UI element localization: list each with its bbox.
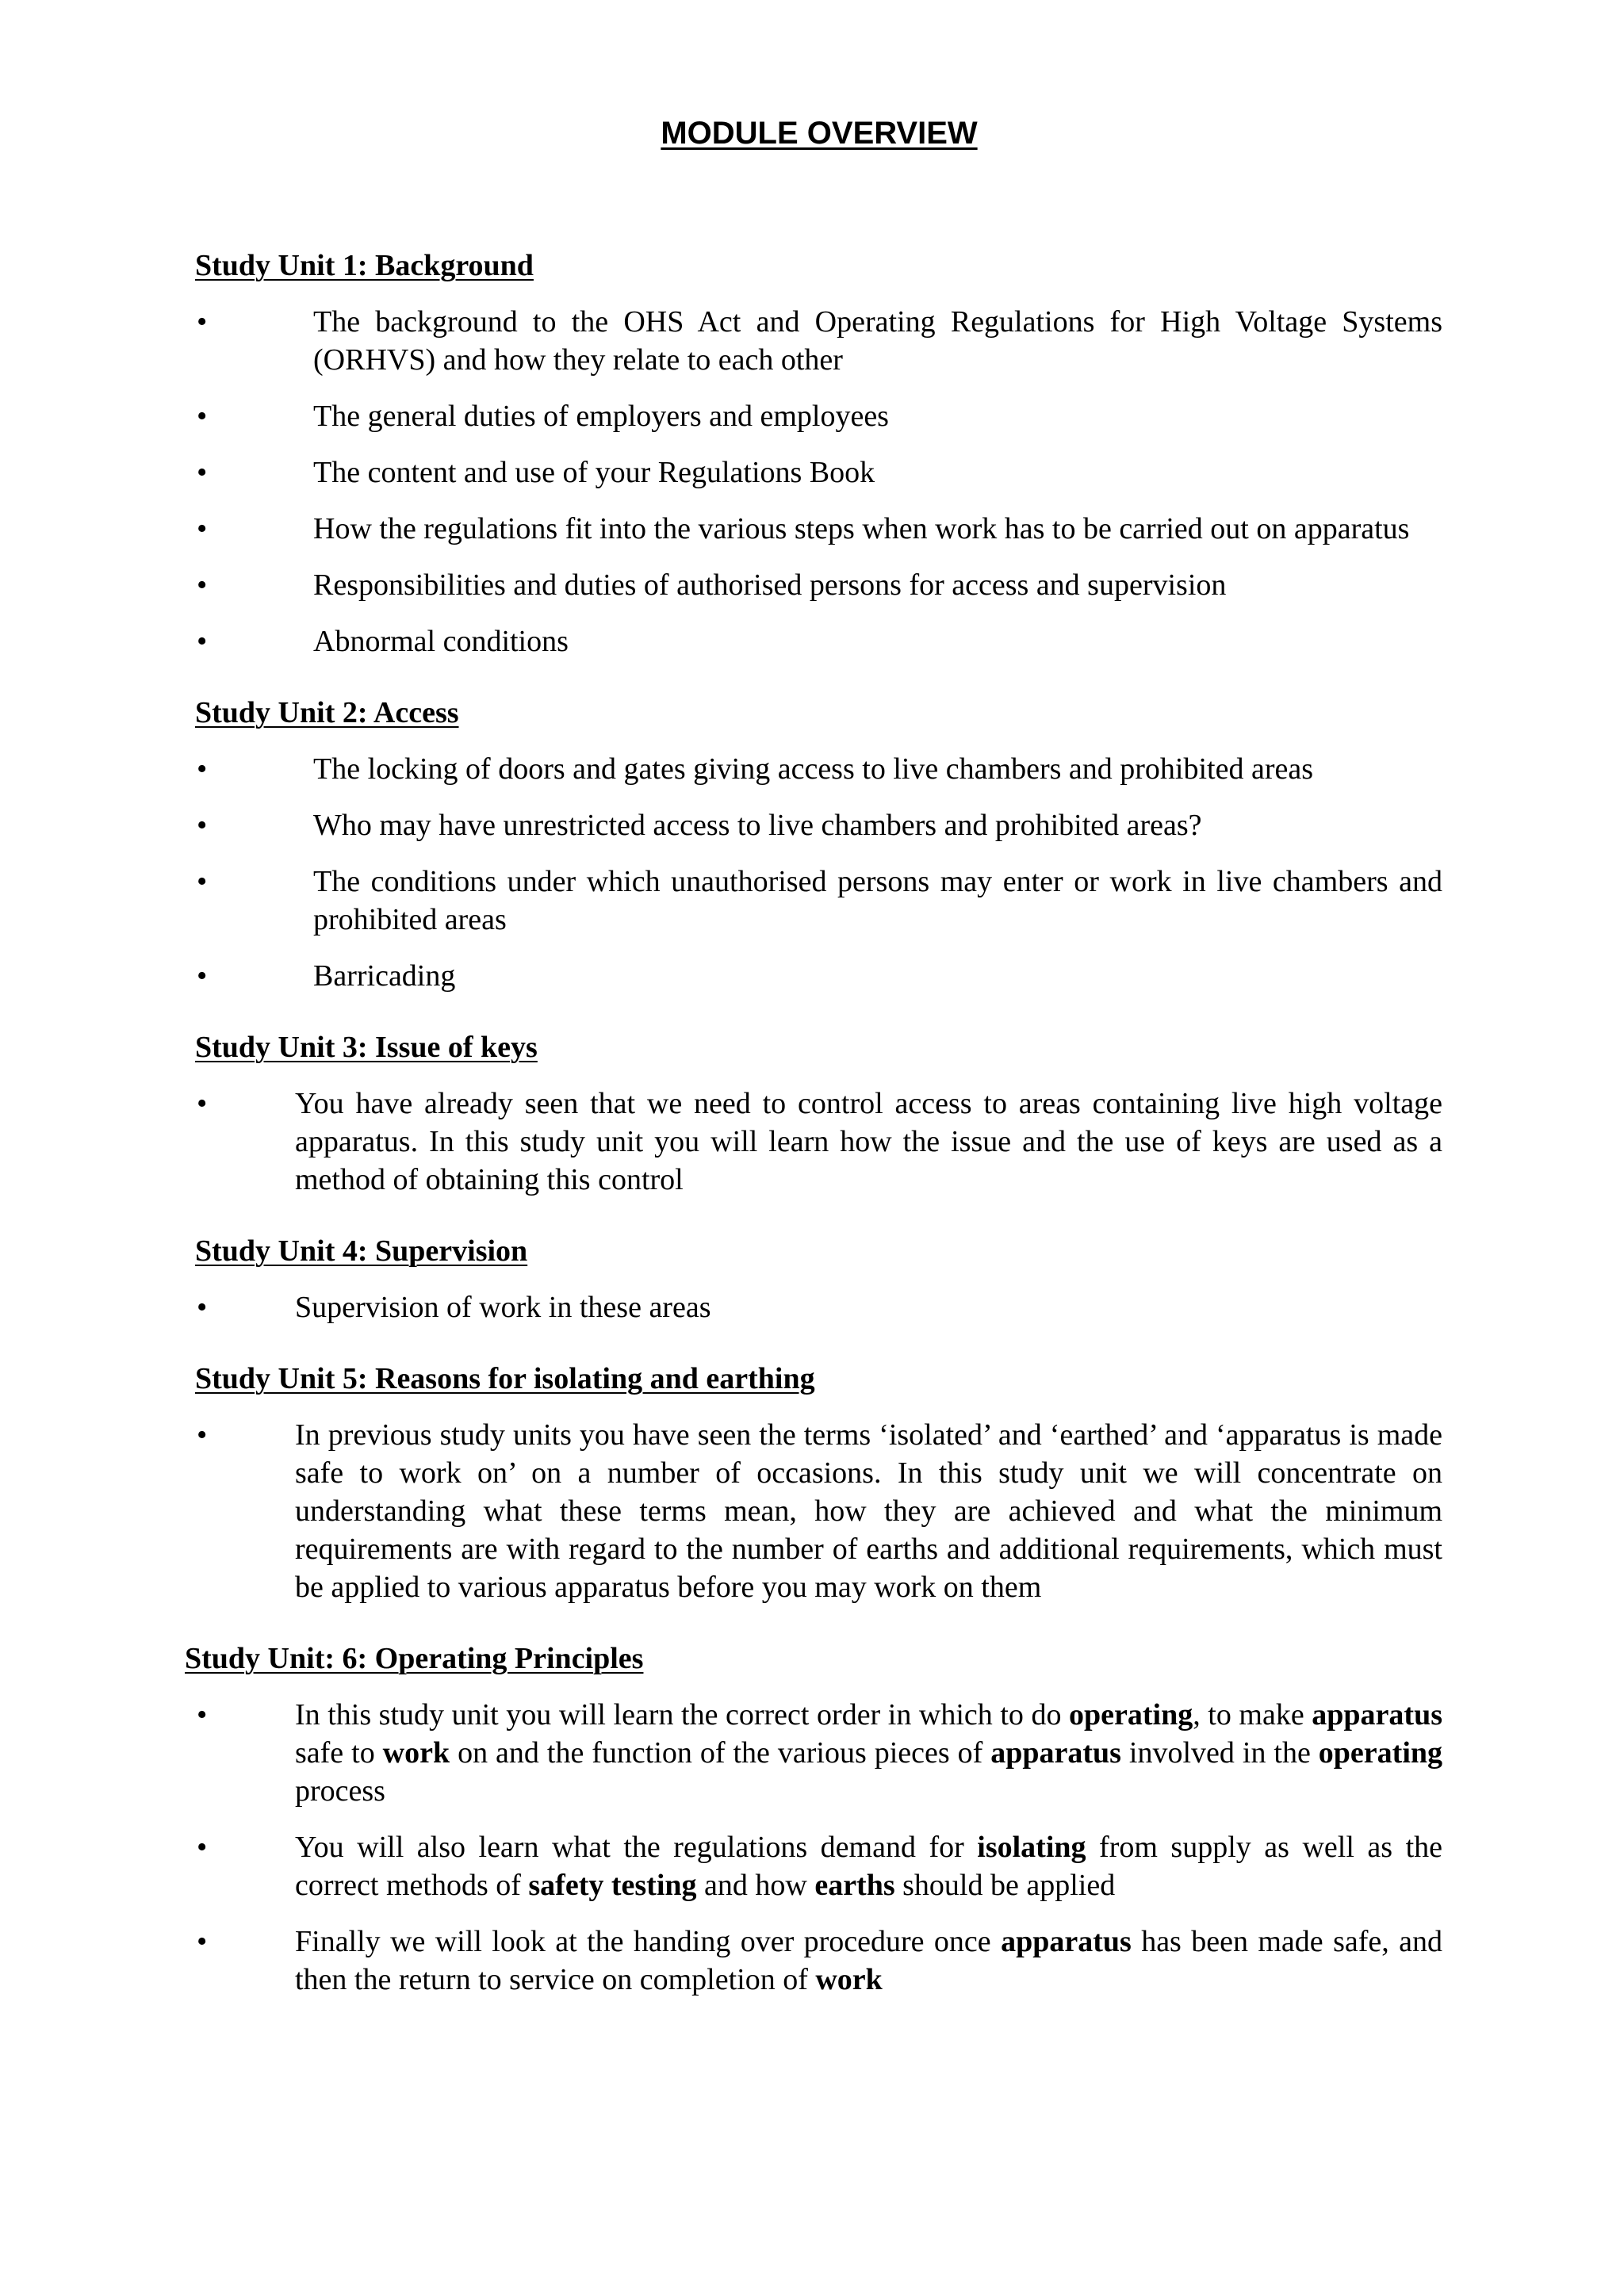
unit-heading: Study Unit 3: Issue of keys [195,1031,538,1064]
bold-term: safety testing [528,1869,697,1902]
bullet-list [0,1288,1624,1326]
bullet-text: The conditions under which unauthorised persons may enter or work in live chambers and prohibited areas [313,865,1442,936]
text-segment: In this study unit you will learn the correct order in which to do [295,1698,1070,1732]
bold-term: work [815,1963,883,1996]
bullet-list [0,1085,1624,1199]
bullet-item [0,1828,1442,1904]
study-unit-1 [0,247,1624,660]
text-segment: on and the function of the various pieces of [450,1736,991,1770]
bullet-text: The locking of doors and gates giving access to live chambers and prohibited areas [313,752,1313,786]
bullet-text: Who may have unrestricted access to live chambers and prohibited areas? [313,809,1202,842]
bullet-item [0,1416,1442,1606]
text-segment: Finally we will look at the handing over procedure once [295,1925,1002,1958]
bullet-text: Barricading [313,959,456,993]
bullet-item [0,303,1442,379]
bullet-text: How the regulations fit into the various steps when work has to be carried out on apparatus [313,512,1410,545]
text-segment: should be applied [894,1869,1116,1902]
bold-term: apparatus [1312,1698,1442,1732]
study-unit-6 [0,1640,1624,1999]
unit-heading: Study Unit: 6: Operating Principles [185,1642,644,1675]
bullet-item [0,453,1442,492]
bullet-item [0,1085,1442,1199]
unit-heading: Study Unit 2: Access [195,696,459,729]
text-segment: from supply as well as the correct methods of [295,1831,1442,1902]
bold-term: work [382,1736,450,1770]
bullet-text [295,1831,1442,1902]
bullet-text [295,1698,1442,1808]
bullet-item [0,397,1442,435]
bullet-list [0,1416,1624,1606]
bullet-text: Responsibilities and duties of authorised persons for access and supervision [313,568,1227,602]
text-segment: has been made safe, and then the return to service on completion of [295,1925,1443,1996]
unit-heading: Study Unit 1: Background [195,249,534,282]
bold-term: operating [1318,1736,1443,1770]
unit-heading: Study Unit 5: Reasons for isolating and earthing [195,1362,815,1395]
bullet-text: You have already seen that we need to control access to areas containing live high voltage apparatus. In this study unit you will learn how the issue and the use of keys are used as a method of obtaining this control [295,1087,1442,1196]
study-unit-3 [0,1028,1624,1199]
bold-term: apparatus [990,1736,1121,1770]
bullet-text: Abnormal conditions [313,625,569,658]
unit-heading: Study Unit 4: Supervision [195,1234,528,1268]
bullet-item [0,863,1442,939]
bullet-item [0,806,1442,844]
bullet-item [0,750,1442,788]
bullet-text: The background to the OHS Act and Operating Regulations for High Voltage Systems (ORHVS) and how they relate to each other [313,305,1442,377]
study-unit-2 [0,694,1624,995]
bullet-item [0,1288,1442,1326]
bullet-list [0,1696,1624,1999]
bullet-text: Supervision of work in these areas [295,1291,711,1324]
bullet-item [0,957,1442,995]
bullet-item [0,510,1442,548]
text-segment: and how [696,1869,815,1902]
text-segment: process [295,1774,385,1808]
bold-term: apparatus [1001,1925,1132,1958]
bullet-list [0,750,1624,995]
bold-term: isolating [977,1831,1086,1864]
study-unit-5 [0,1360,1624,1606]
bullet-text: In previous study units you have seen the terms ‘isolated’ and ‘earthed’ and ‘apparatus is made safe to work on’ on a number of occasions. In this study unit we will concentrate on understanding what these terms mean, how they are achieved and what the minimum requirements are with regard to the number of earths and additional requirements, which must be applied to various apparatus before you may work on them [295,1418,1442,1604]
study-unit-4 [0,1232,1624,1326]
text-segment: You will also learn what the regulations demand for [295,1831,978,1864]
bullet-text: The general duties of employers and employees [313,400,889,433]
text-segment: involved in the [1120,1736,1319,1770]
bullet-item [0,1923,1442,1999]
text-segment: , to make [1193,1698,1312,1732]
bold-term: earths [814,1869,895,1902]
bullet-item [0,622,1442,660]
bold-term: operating [1069,1698,1193,1732]
text-segment: safe to [295,1736,383,1770]
bullet-text: The content and use of your Regulations Book [313,456,875,489]
bullet-item [0,1696,1442,1810]
page-title: MODULE OVERVIEW [661,116,978,151]
bullet-list [0,303,1624,660]
bullet-item [0,566,1442,604]
bullet-text [295,1925,1442,1996]
